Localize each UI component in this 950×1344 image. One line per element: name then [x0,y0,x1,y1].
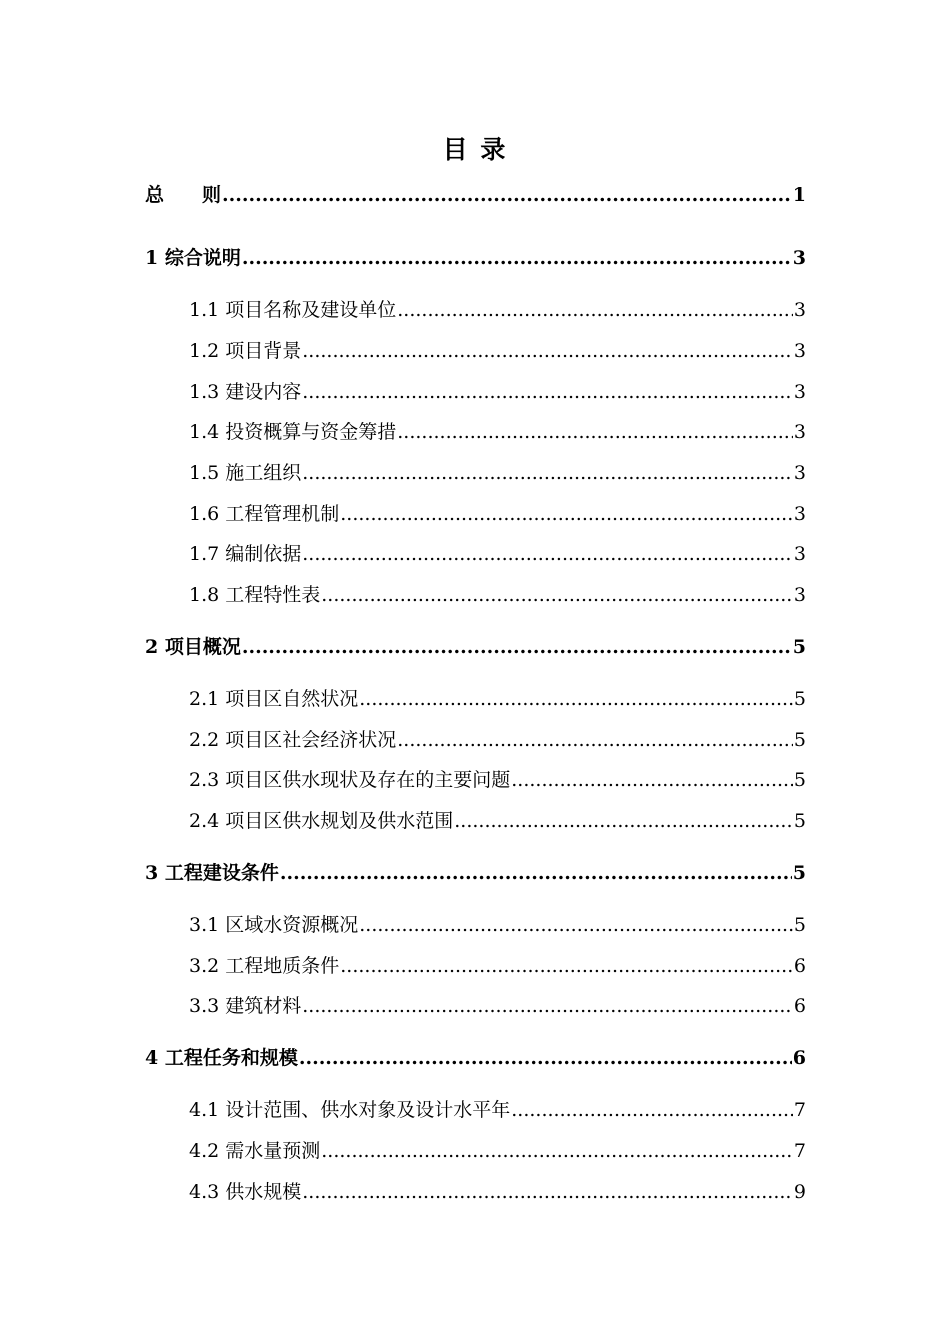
toc-entry[interactable] [189,581,806,609]
toc-dot-leader [321,1137,793,1165]
toc-dot-leader [280,859,792,887]
toc-entry-label: 2.3 项目区供水现状及存在的主要问题 [189,769,511,791]
toc-entry[interactable] [189,418,806,446]
toc-dot-leader [302,459,793,487]
toc-entry-label: 4.1 设计范围、供水对象及设计水平年 [189,1099,511,1121]
toc-page-number: 6 [792,1047,806,1069]
toc-page-number: 3 [792,247,806,269]
toc-page-number: 3 [793,421,806,443]
toc-entry-label: 4.2 需水量预测 [189,1140,321,1162]
toc-entry-label: 总 则 [145,184,222,206]
toc-page-number: 3 [793,543,806,565]
toc-page-number: 5 [793,769,806,791]
toc-entry[interactable] [189,1137,806,1165]
toc-entry[interactable] [189,500,806,528]
toc-entry-label: 1.5 施工组织 [189,462,302,484]
toc-page-number: 5 [793,688,806,710]
toc-dot-leader [302,540,793,568]
toc-entry-label: 3.1 区域水资源概况 [189,914,359,936]
toc-entry-label: 1.1 项目名称及建设单位 [189,299,397,321]
toc-entry-label: 1.6 工程管理机制 [189,503,340,525]
toc-page-number: 3 [793,299,806,321]
toc-dot-leader [511,1096,793,1124]
toc-entry-label: 2.1 项目区自然状况 [189,688,359,710]
toc-page-number: 9 [793,1181,806,1203]
toc-title: 目 录 [442,135,508,164]
toc-entry[interactable] [189,807,806,835]
toc-dot-leader [511,766,793,794]
toc-page-number: 6 [793,955,806,977]
toc-dot-leader [302,337,793,365]
toc-entry-label: 1.8 工程特性表 [189,584,321,606]
toc-entry-label: 1 综合说明 [145,247,241,269]
toc-dot-leader [397,726,793,754]
toc-dot-leader [340,952,793,980]
toc-page-number: 3 [793,584,806,606]
toc-dot-leader [359,911,793,939]
toc-entry[interactable] [189,685,806,713]
toc-dot-leader [242,244,792,272]
toc-dot-leader [340,500,793,528]
toc-dot-leader [397,418,793,446]
toc-page-number: 7 [793,1099,806,1121]
toc-entry-label: 1.7 编制依据 [189,543,302,565]
toc-entry[interactable] [189,540,806,568]
toc-page-number: 6 [793,995,806,1017]
toc-dot-leader [302,992,793,1020]
toc-entry[interactable] [189,1178,806,1206]
toc-entry[interactable] [189,911,806,939]
toc-dot-leader [397,296,793,324]
toc-dot-leader [359,685,793,713]
toc-entry-label: 1.3 建设内容 [189,381,302,403]
toc-entry-label: 4 工程任务和规模 [145,1047,298,1069]
toc-page-number: 3 [793,381,806,403]
toc-entry[interactable] [189,952,806,980]
toc-dot-leader [302,1178,793,1206]
toc-page-number: 3 [793,340,806,362]
toc-entry-label: 2.2 项目区社会经济状况 [189,729,397,751]
toc-entry-label: 4.3 供水规模 [189,1181,302,1203]
toc-entry-label: 3 工程建设条件 [145,862,279,884]
toc-entry[interactable] [145,181,806,209]
toc-entry[interactable] [189,992,806,1020]
toc-entry[interactable] [189,459,806,487]
toc-entry[interactable] [145,633,806,661]
toc-entry[interactable] [189,726,806,754]
toc-entry[interactable] [189,1096,806,1124]
toc-page-number: 5 [793,914,806,936]
toc-page-number: 5 [793,810,806,832]
toc-page-number: 5 [792,636,806,658]
toc-entry[interactable] [189,337,806,365]
toc-entry[interactable] [189,766,806,794]
toc-page-number: 5 [793,729,806,751]
toc-dot-leader [222,181,792,209]
toc-dot-leader [454,807,793,835]
toc-entry-label: 3.2 工程地质条件 [189,955,340,977]
toc-entry-label: 3.3 建筑材料 [189,995,302,1017]
toc-dot-leader [321,581,793,609]
toc-entry[interactable] [189,296,806,324]
toc-entry[interactable] [189,378,806,406]
toc-dot-leader [299,1044,792,1072]
toc-page-number: 3 [793,503,806,525]
toc-entry-label: 1.4 投资概算与资金筹措 [189,421,397,443]
toc-entry-label: 2.4 项目区供水规划及供水范围 [189,810,454,832]
toc-dot-leader [242,633,792,661]
toc-entry[interactable] [145,244,806,272]
toc-entry-label: 1.2 项目背景 [189,340,302,362]
toc-entry-label: 2 项目概况 [145,636,241,658]
toc-dot-leader [302,378,793,406]
toc-entry[interactable] [145,859,806,887]
toc-page-number: 3 [793,462,806,484]
toc-page-number: 5 [792,862,806,884]
toc-page-number: 1 [792,184,806,206]
toc-entry[interactable] [145,1044,806,1072]
toc-page-number: 7 [793,1140,806,1162]
